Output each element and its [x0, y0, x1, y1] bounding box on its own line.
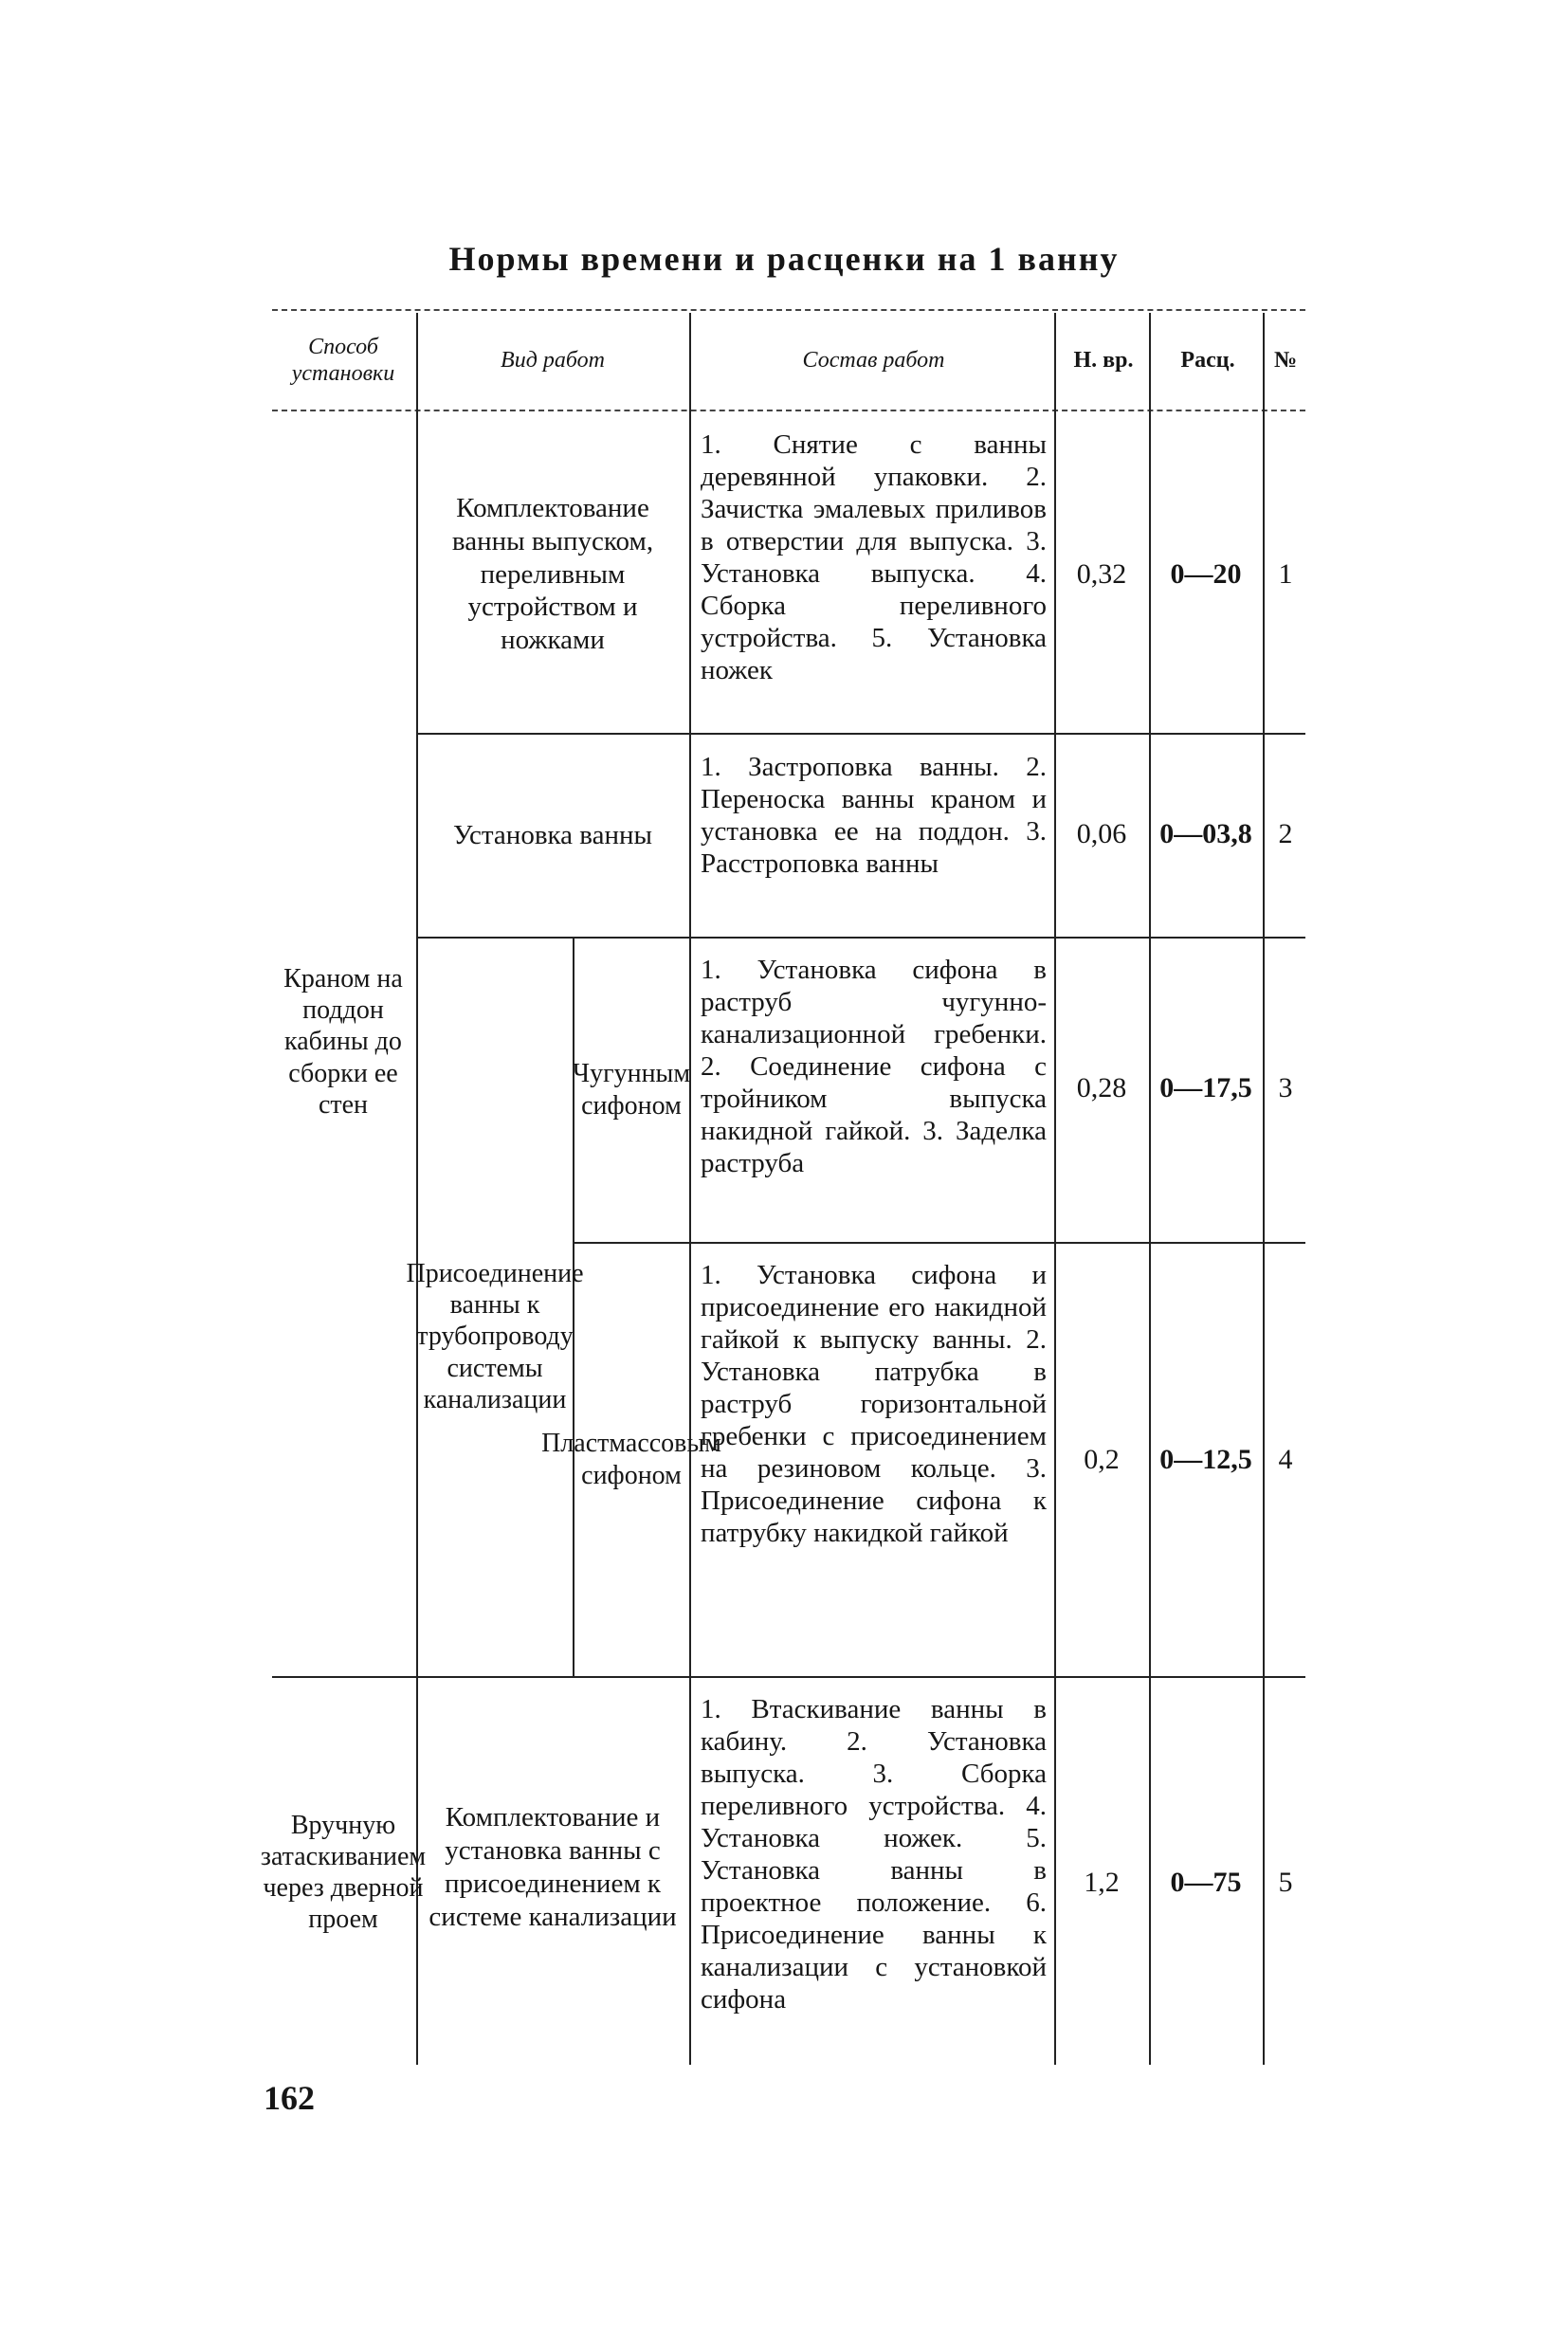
subgroup-label: Присоединение ванны к трубопроводу системы канализации [406, 1259, 584, 1414]
row-2-work-type: Установка ванны [452, 819, 652, 850]
row-5-work-type: Комплектование и установка ванны с присоединением к системе канализации [428, 1802, 677, 1932]
row-1-time: 0,32 [1076, 558, 1127, 590]
row-5-time: 1,2 [1084, 1867, 1120, 1898]
row-1-number: 1 [1278, 558, 1293, 590]
header-work-content: Состав работ [802, 348, 945, 374]
row-3-content: 1. Установка сифона в раструб чугунно-канализационной гребенки. 2. Соединение сифона с тройником выпуска накидной гайкой. 3. Заделка раструба [701, 955, 1047, 1178]
column-divider [689, 313, 691, 2065]
row-3-time: 0,28 [1076, 1072, 1127, 1103]
row-separator [416, 733, 1305, 735]
row-separator [416, 937, 1305, 939]
page-title: Нормы времени и расценки на 1 ванну [448, 240, 1120, 278]
row-3-rate: 0—17,5 [1159, 1072, 1252, 1103]
page-number: 162 [264, 2079, 315, 2117]
row-2-content: 1. Застроповка ванны. 2. Переноска ванны краном и установка ее на поддон. 3. Расстроповка ванны [701, 752, 1047, 879]
column-divider [416, 313, 418, 2065]
row-5-rate: 0—75 [1170, 1867, 1242, 1898]
header-method: Способ установки [291, 335, 395, 386]
row-1-rate: 0—20 [1170, 558, 1242, 590]
row-5-content: 1. Втаскивание ванны в кабину. 2. Установка выпуска. 3. Сборка переливного устройства. 4. Установка ножек. 5. Установка ванны в проектное положение. 6. Присоединение ванны к канализации с установкой сифона [701, 1694, 1047, 2015]
group-separator [272, 1676, 1305, 1678]
row-4-content: 1. Установка сифона и присоединение его накидной гайкой к выпуску ванны. 2. Установка патрубка в раструб горизонтальной гребенки с присоединением на резиновом кольце. 3. Присоединение сифона к патрубку накидкой гайкой [701, 1260, 1047, 1548]
header-rate: Расц. [1180, 348, 1235, 374]
group-label-manual: Вручную затаскиванием через дверной проем [260, 1810, 427, 1935]
row-separator [573, 1242, 1305, 1244]
row-1-work-type: Комплектование ванны выпуском, переливным устройством и ножками [451, 493, 654, 656]
row-2-number: 2 [1278, 818, 1293, 849]
row-3-work-type: Чугунным сифоном [572, 1059, 691, 1121]
group-label-crane: Краном на поддон кабины до сборки ее стен [283, 964, 403, 1120]
header-number: № [1273, 348, 1298, 374]
header-time-norm: Н. вр. [1073, 348, 1134, 374]
row-3-number: 3 [1278, 1072, 1293, 1103]
row-5-number: 5 [1278, 1867, 1293, 1898]
row-4-work-type: Пластмассовым сифоном [541, 1429, 721, 1490]
header-work-type: Вид работ [501, 348, 605, 374]
row-4-time: 0,2 [1084, 1444, 1120, 1475]
row-4-number: 4 [1278, 1444, 1293, 1475]
row-2-time: 0,06 [1076, 818, 1127, 849]
row-2-rate: 0—03,8 [1159, 818, 1252, 849]
row-1-content: 1. Снятие с ванны деревянной упаковки. 2. Зачистка эмалевых приливов в отверстии для выпуска. 3. Установка выпуска. 4. Сборка переливного устройства. 5. Установка ножек [701, 429, 1047, 685]
header-top-rule [272, 309, 1305, 311]
row-4-rate: 0—12,5 [1159, 1444, 1252, 1475]
